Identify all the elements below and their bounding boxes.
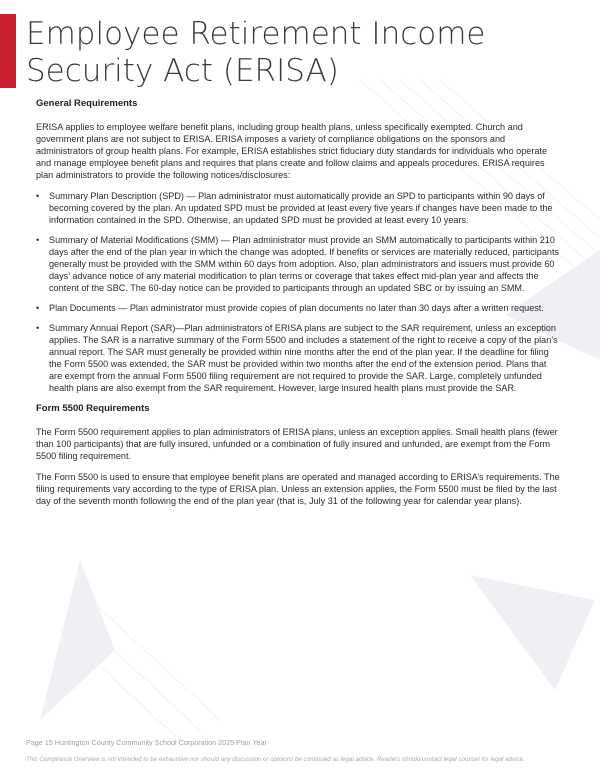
footer-disclaimer: This Compliance Overview is not intended to be exhaustive nor should any discussion or opinions be construed as legal advice. Readers should contact legal counsel for legal advice. [26, 756, 525, 763]
list-item: • Summary Annual Report (SAR)—Plan administrators of ERISA plans are subject to the SAR requirement, unless an exception applies. The SAR is a narrative summary of the Form 5500 and includes a statement of the right to receive a copy of the plan’s annual report. The SAR must generally be provided within nine months after the end of the plan year. If the deadline for filing the Form 5500 was extended, the SAR must be provided within two months after the end of the extension period. Plans that are exempt from the annual Form 5500 filing requirement are not required to provide the SAR. Large, completely unfunded health plans are also exempt from the SAR requirement. However, large insured health plans must provide the SAR. [36, 323, 558, 393]
form5500-paragraph-2: The Form 5500 is used to ensure that employee benefit plans are operated and managed according to ERISA’s requirements. The filing requirements vary according to the type of ERISA plan. Unless an extension applies, the Form 5500 must be filed by the last day of the seventh month following the end of the plan year (that is, July 31 of the following year for calendar year plans). [36, 472, 560, 506]
document-body [36, 98, 561, 516]
page-title: Employee Retirement Income Security Act (ERISA) [26, 16, 486, 89]
bullet-icon: • [36, 235, 40, 245]
bullet-icon: • [36, 323, 40, 333]
bullet-icon: • [36, 191, 40, 201]
accent-bar [0, 14, 16, 88]
list-item: • Summary Plan Description (SPD) — Plan administrator must automatically provide an SPD to participants within 90 days of becoming covered by the plan. An updated SPD must be provided at least every five years if changes have been made to the information contained in the SPD. Otherwise, an updated SPD must be provided at least every 10 years. [36, 191, 553, 225]
list-item: • Plan Documents — Plan administrator must provide copies of plan documents no later than 30 days after a written request. [36, 303, 544, 313]
form5500-paragraph-1: The Form 5500 requirement applies to plan administrators of ERISA plans, unless an exception applies. Small health plans (fewer than 100 participants) that are fully insured, unfunded or a combination of fully insured and unfunded, are exempt from the Form 5500 filing requirement. [36, 427, 558, 461]
intro-paragraph: ERISA applies to employee welfare benefit plans, including group health plans, unless specifically exempted. Church and government plans are not subject to ERISA. ERISA imposes a variety of compliance obligations on the sponsors and administrators of group health plans. For example, ERISA establishes strict fiduciary duty standards for individuals who operate and manage employee benefit plans and requires that plans create and follow claims and appeals procedures. ERISA requires plan administrators to provide the following notices/disclosures: [36, 122, 548, 180]
list-item: • Summary of Material Modifications (SMM) — Plan administrator must provide an SMM automatically to participants within 210 days after the end of the plan year in which the change was adopted. If benefits or services are materially reduced, participants generally must be provided with the SMM within 60 days from adoption. Also, plan administrators and issuers must provide 60 days’ advance notice of any material modification to plan terms or coverage that takes effect mid-plan year and affects the content of the SBC. The 60-day notice can be provided to participants through an updated SBC or by issuing an SMM. [36, 235, 560, 293]
footer-page-label: Page 15 Huntington County Community School Corporation 2025 Plan Year [26, 738, 267, 747]
bullet-icon: • [36, 303, 40, 313]
disclosure-list [36, 190, 561, 394]
section-heading-general: General Requirements [36, 98, 138, 109]
section-heading-form5500: Form 5500 Requirements [36, 403, 150, 414]
